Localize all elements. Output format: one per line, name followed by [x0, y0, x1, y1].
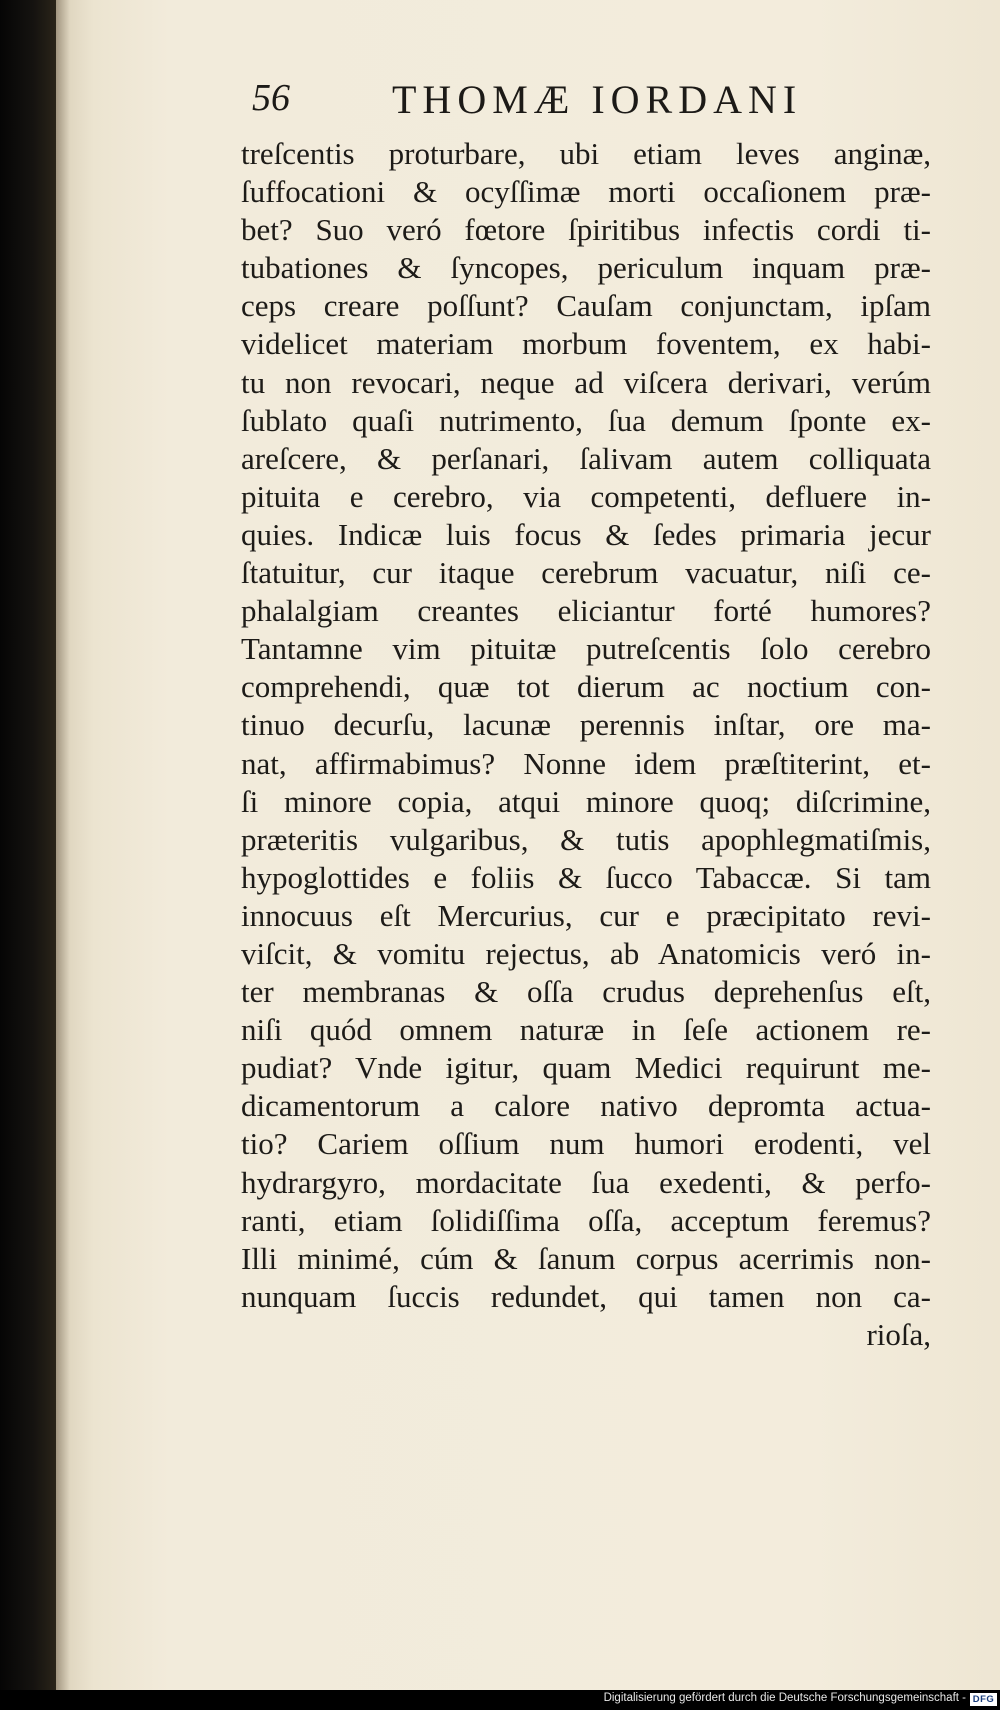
text-line: præteritis vulgaribus, & tutis apophlegmatiſmis,	[241, 821, 931, 857]
page-number: 56	[252, 77, 290, 119]
text-line: quies. Indicæ luis focus & ſedes primaria jecur	[241, 516, 931, 552]
text-line: viſcit, & vomitu rejectus, ab Anatomicis veró in-	[241, 935, 931, 971]
text-line: areſcere, & perſanari, ſalivam autem colliquata	[241, 440, 931, 476]
text-line: tu non revocari, neque ad viſcera derivari, verúm	[241, 364, 931, 400]
text-line: hypoglottides e foliis & ſucco Tabaccæ. Si tam	[241, 859, 931, 895]
text-line: niſi quód omnem naturæ in ſeſe actionem re-	[241, 1012, 931, 1048]
text-line: dicamentorum a calore nativo depromta actua-	[241, 1088, 931, 1124]
text-line: ſublato quaſi nutrimento, ſua demum ſponte ex-	[241, 402, 931, 438]
text-line: ſuffocationi & ocyſſimæ morti occaſionem præ-	[241, 174, 931, 210]
text-line: hydrargyro, mordacitate ſua exedenti, & perfo-	[241, 1164, 931, 1200]
running-head	[252, 76, 902, 136]
body-text	[241, 135, 931, 1354]
funding-credit: Digitalisierung gefördert durch die Deutsche Forschungsgemeinschaft -	[603, 1692, 966, 1704]
running-title: THOMÆ IORDANI	[392, 77, 803, 122]
text-line: ceps creare poſſunt? Cauſam conjunctam, ipſam	[241, 288, 931, 324]
text-line: ter membranas & oſſa crudus deprehenſus eſt,	[241, 974, 931, 1010]
dfg-logo-icon: DFG	[970, 1693, 997, 1706]
text-line: ſtatuitur, cur itaque cerebrum vacuatur, niſi ce-	[241, 555, 931, 591]
text-line: treſcentis proturbare, ubi etiam leves anginæ,	[241, 136, 931, 171]
text-line: comprehendi, quæ tot dierum ac noctium con-	[241, 669, 931, 705]
digitization-footer	[0, 1690, 1000, 1710]
text-line: pudiat? Vnde igitur, quam Medici requirunt me-	[241, 1050, 931, 1086]
text-line: ſi minore copia, atqui minore quoq; diſcrimine,	[241, 783, 931, 819]
text-line: tubationes & ſyncopes, periculum inquam præ-	[241, 250, 931, 286]
text-line: nunquam ſuccis redundet, qui tamen non ca-	[241, 1278, 931, 1314]
text-line: phalalgiam creantes eliciantur forté humores?	[241, 593, 931, 629]
text-line: innocuus eſt Mercurius, cur e præcipitato revi-	[241, 897, 931, 933]
text-line: bet? Suo veró fœtore ſpiritibus infectis cordi ti-	[241, 212, 931, 248]
text-line: tinuo decurſu, lacunæ perennis inſtar, ore ma-	[241, 707, 931, 743]
book-gutter	[0, 0, 56, 1710]
text-line: Illi minimé, cúm & ſanum corpus acerrimis non-	[241, 1240, 931, 1276]
text-line: ranti, etiam ſolidiſſima oſſa, acceptum feremus?	[241, 1202, 931, 1238]
catchword: rioſa,	[866, 1316, 931, 1352]
text-line: tio? Cariem oſſium num humori erodenti, vel	[241, 1126, 931, 1162]
text-line: pituita e cerebro, via competenti, defluere in-	[241, 478, 931, 514]
text-line: Tantamne vim pituitæ putreſcentis ſolo cerebro	[241, 631, 931, 667]
page-edge-shadow	[56, 0, 70, 1690]
book-page	[56, 0, 1000, 1690]
text-line: videlicet materiam morbum foventem, ex habi-	[241, 326, 931, 362]
text-line: nat, affirmabimus? Nonne idem præſtiterint, et-	[241, 745, 931, 781]
